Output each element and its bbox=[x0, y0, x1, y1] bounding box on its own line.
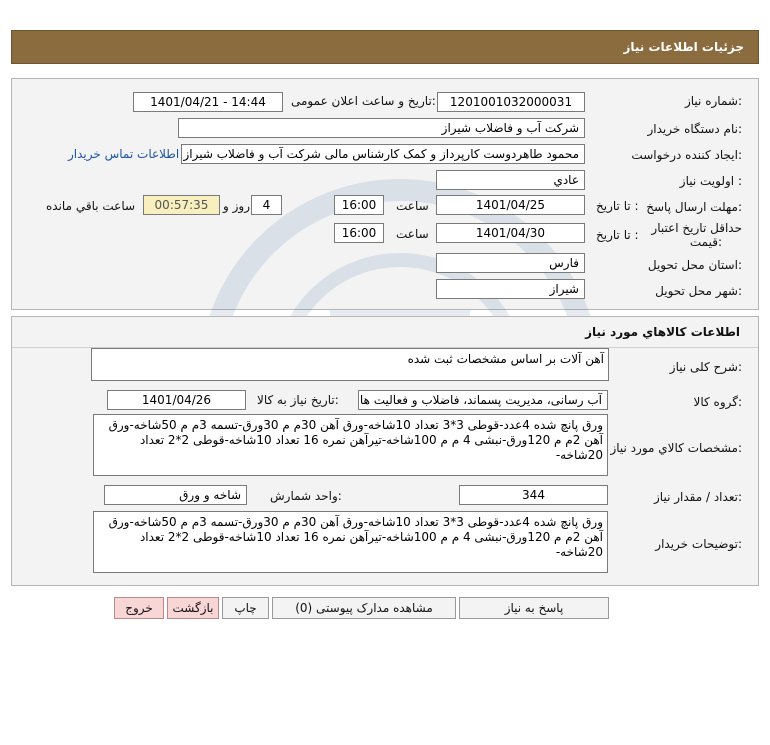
page-header bbox=[11, 30, 759, 64]
quantity-label: تعداد / مقدار نیاز: bbox=[654, 490, 742, 504]
days-remaining-field: 4 bbox=[251, 195, 282, 215]
creator-label: ایجاد کننده درخواست: bbox=[631, 148, 742, 162]
goods-group-field: آب رسانی، مدیریت پسماند، فاضلاب و فعالیت ها bbox=[358, 390, 608, 410]
province-field: فارس bbox=[436, 253, 585, 273]
goods-specs-label: مشخصات كالاي مورد نياز: bbox=[610, 441, 742, 455]
goods-specs-field: ورق پانچ شده 4عدد-قوطی 3*3 تعداد 10شاخه-ورق آهن 30م م 30ورق-تسمه 3م م 50شاخه-ورق آهن 2م م 120ورق-نبشی 4 م م 100شاخه-تیرآهن نمره 16 تعداد 10شاخه-قوطی 2*2 تعداد 20شاخه- bbox=[93, 414, 608, 476]
announce-datetime-field: 1401/04/21 - 14:44 bbox=[133, 92, 283, 112]
days-label: روز و bbox=[223, 199, 250, 213]
view-attachments-button[interactable]: مشاهده مدارک پیوستی (0) bbox=[272, 597, 456, 619]
need-number-field: 1201001032000031 bbox=[437, 92, 585, 112]
validity-time-label: ساعت bbox=[396, 227, 429, 241]
need-number-label: شماره نیاز: bbox=[684, 94, 742, 108]
deadline-time-label: ساعت bbox=[396, 199, 429, 213]
validity-time-field: 16:00 bbox=[334, 223, 384, 243]
deadline-to-date-label: تا تاریخ : bbox=[596, 199, 639, 213]
buyer-notes-label: توضیحات خریدار: bbox=[655, 537, 742, 551]
announce-label: تاریخ و ساعت اعلان عمومی: bbox=[291, 94, 436, 108]
exit-button[interactable]: خروج bbox=[114, 597, 164, 619]
remaining-label: ساعت باقي مانده bbox=[46, 199, 136, 213]
validity-to-date-label: تا تاریخ : bbox=[596, 228, 639, 242]
priority-label: اولویت نیاز : bbox=[679, 174, 742, 188]
priority-field: عادي bbox=[436, 170, 585, 190]
validity-date-field: 1401/04/30 bbox=[436, 223, 585, 243]
goods-group-label: گروه کالا: bbox=[693, 395, 742, 409]
validity-label-line2: قیمت: bbox=[689, 235, 722, 249]
back-button[interactable]: بازگشت bbox=[167, 597, 219, 619]
remaining-time-field: 00:57:35 bbox=[143, 195, 220, 215]
deadline-date-field: 1401/04/25 bbox=[436, 195, 585, 215]
general-desc-field: آهن آلات بر اساس مشخصات ثبت شده bbox=[91, 348, 609, 381]
province-label: استان محل تحویل: bbox=[647, 258, 742, 272]
buyer-notes-field: ورق پانچ شده 4عدد-قوطی 3*3 تعداد 10شاخه-ورق آهن 30م م 30ورق-تسمه 3م م 50شاخه-ورق آهن 2م م 120ورق-نبشی 4 م م 100شاخه-تیرآهن نمره 16 تعداد 10شاخه-قوطی 2*2 تعداد 20شاخه- bbox=[93, 511, 608, 573]
need-date-label: تاریخ نیاز به کالا: bbox=[257, 393, 339, 407]
buyer-field: شرکت آب و فاضلاب شیراز bbox=[178, 118, 585, 138]
validity-label-line1: حداقل تاریخ اعتبار bbox=[651, 221, 742, 235]
need-details-panel bbox=[11, 78, 759, 310]
city-field: شیراز bbox=[436, 279, 585, 299]
deadline-label: مهلت ارسال پاسخ: bbox=[646, 200, 742, 214]
print-button[interactable]: چاپ bbox=[222, 597, 269, 619]
deadline-time-field: 16:00 bbox=[334, 195, 384, 215]
reply-to-need-button[interactable]: پاسخ به نیاز bbox=[459, 597, 609, 619]
need-date-field: 1401/04/26 bbox=[107, 390, 246, 410]
creator-field: محمود طاهردوست کارپرداز و کمک کارشناس مالی شرکت آب و فاضلاب شیراز bbox=[181, 144, 585, 164]
buyer-label: نام دستگاه خریدار: bbox=[647, 122, 742, 136]
general-desc-label: شرح کلی نیاز: bbox=[669, 360, 742, 374]
city-label: شهر محل تحویل: bbox=[655, 284, 742, 298]
goods-section-title: اطلاعات كالاهاي مورد نياز bbox=[585, 325, 740, 339]
buyer-contact-link[interactable]: اطلاعات تماس خریدار bbox=[68, 147, 180, 161]
unit-field: شاخه و ورق bbox=[104, 485, 247, 505]
page-title: جزئیات اطلاعات نیاز bbox=[623, 40, 744, 54]
unit-label: واحد شمارش: bbox=[270, 489, 342, 503]
quantity-field: 344 bbox=[459, 485, 608, 505]
